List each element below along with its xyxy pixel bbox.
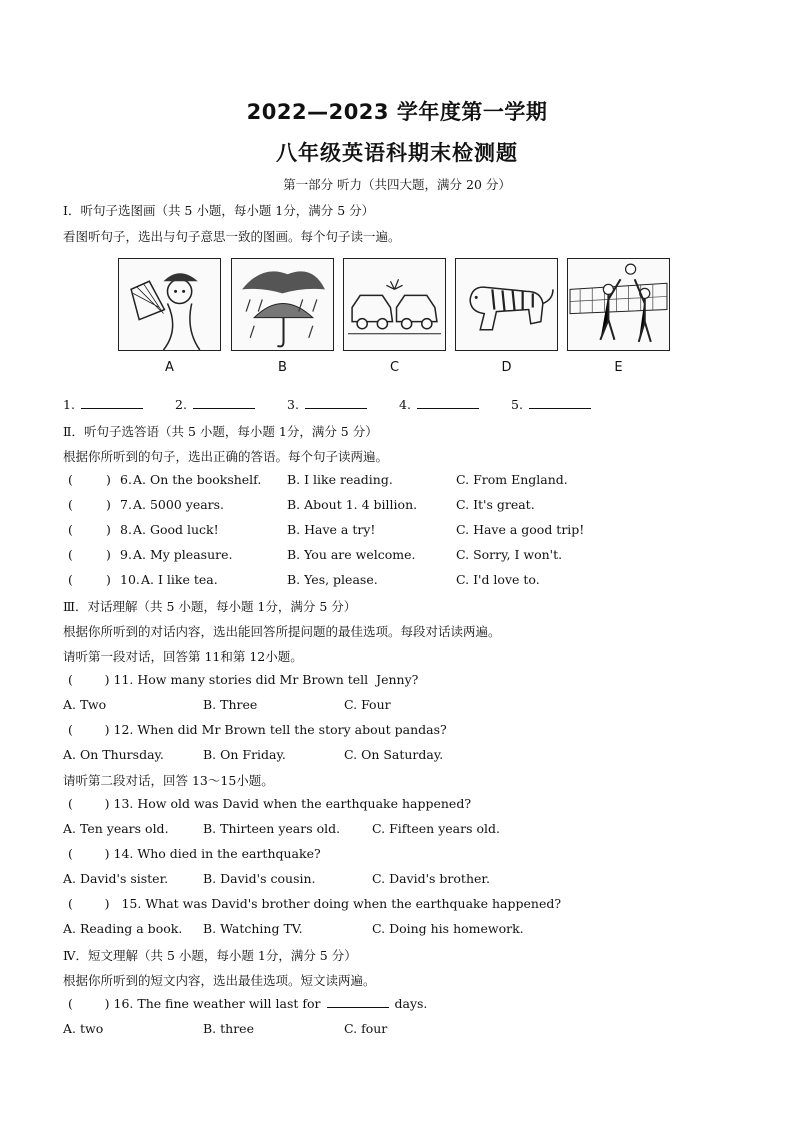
option-c: C. I'd love to. [456, 572, 540, 587]
question-stem-13[interactable]: ( ) 13. How old was David when the earthquake happened? [68, 796, 472, 811]
picture-label-e: E [614, 360, 623, 375]
fill-in-blank[interactable] [327, 996, 389, 1008]
answer-paren-close: ) [106, 472, 111, 487]
option-b: B. Have a try! [287, 522, 376, 537]
picture-label-b: B [278, 360, 287, 375]
car-crash-icon [343, 258, 446, 351]
option-c: C. four [344, 1021, 388, 1036]
answer-blank-5[interactable]: 5. [511, 397, 591, 412]
option-b: B. Thirteen years old. [203, 821, 341, 836]
option-b: B. three [203, 1021, 254, 1036]
option-c: C. Doing his homework. [372, 921, 524, 936]
option-b: B. Watching TV. [203, 921, 303, 936]
option-a: A. I like tea. [141, 572, 218, 587]
option-b: B. I like reading. [287, 472, 393, 487]
option-a: A. Two [63, 697, 107, 712]
question-stem-11[interactable]: ( ) 11. How many stories did Mr Brown tell Jenny? [68, 672, 419, 687]
question-row-16[interactable] [68, 996, 427, 1011]
section3-instruction: 根据你所听到的对话内容，选出能回答所提问题的最佳选项。每段对话读两遍。 [63, 624, 501, 639]
option-a: A. On the bookshelf. [133, 472, 262, 487]
volleyball-icon [567, 258, 670, 351]
question-stem-16-suffix: days. [394, 996, 428, 1011]
question-stem-12[interactable]: ( ) 12. When did Mr Brown tell the story about pandas? [68, 722, 447, 737]
option-b: B. David's cousin. [203, 871, 316, 886]
picture-row [118, 258, 678, 354]
question-number: 10. [120, 572, 140, 587]
dialog1-intro: 请听第一段对话，回答第 11和第 12小题。 [63, 649, 303, 664]
option-c: C. Fifteen years old. [372, 821, 500, 836]
umbrella-rain-icon [231, 258, 334, 351]
option-b: B. About 1. 4 billion. [287, 497, 418, 512]
option-b: B. Yes, please. [287, 572, 378, 587]
section3-heading: Ⅲ．对话理解（共 5 小题，每小题 1分，满分 5 分） [63, 599, 357, 614]
option-c: C. On Saturday. [344, 747, 444, 762]
section2-instruction: 根据你所听到的句子，选出正确的答语。每个句子读两遍。 [63, 449, 389, 464]
exam-title-subject: 八年级英语科期末检测题 [276, 141, 518, 165]
question-stem-15[interactable]: ( ) 15. What was David's brother doing when the earthquake happened? [68, 896, 562, 911]
option-a: A. David's sister. [63, 871, 169, 886]
answer-blank-1[interactable]: 1. [63, 397, 143, 412]
option-a: A. Ten years old. [63, 821, 169, 836]
answer-blank-4[interactable]: 4. [399, 397, 479, 412]
tiger-icon [455, 258, 558, 351]
section1-instruction: 看图听句子，选出与句子意思一致的图画。每个句子读一遍。 [63, 229, 401, 244]
answer-paren-close: ) [106, 572, 111, 587]
answer-paren-open[interactable]: ( [68, 572, 73, 587]
part-title: 第一部分 听力（共四大题，满分 20 分） [283, 177, 511, 192]
answer-blank-3[interactable]: 3. [287, 397, 367, 412]
option-b: B. On Friday. [203, 747, 286, 762]
question-number: 9. [120, 547, 132, 562]
question-number: 8. [120, 522, 132, 537]
question-stem-14[interactable]: ( ) 14. Who died in the earthquake? [68, 846, 321, 861]
option-a: A. Reading a book. [63, 921, 183, 936]
option-c: C. Four [344, 697, 391, 712]
answer-blank-2[interactable]: 2. [175, 397, 255, 412]
question-stem-16: ( ) 16. The fine weather will last for [68, 996, 321, 1011]
section4-instruction: 根据你所听到的短文内容，选出最佳选项。短文读两遍。 [63, 973, 376, 988]
option-c: C. Have a good trip! [456, 522, 585, 537]
option-a: A. My pleasure. [133, 547, 233, 562]
option-a: A. On Thursday. [63, 747, 164, 762]
dialog2-intro: 请听第二段对话，回答 13～15小题。 [63, 773, 274, 788]
answer-paren-open[interactable]: ( [68, 497, 73, 512]
woman-with-fan-icon [118, 258, 221, 351]
option-a: A. 5000 years. [133, 497, 225, 512]
section2-heading: Ⅱ．听句子选答语（共 5 小题，每小题 1分，满分 5 分） [63, 424, 378, 439]
section4-heading: Ⅳ．短文理解（共 5 小题，每小题 1分，满分 5 分） [63, 948, 357, 963]
question-number: 7. [120, 497, 132, 512]
option-c: C. It's great. [456, 497, 535, 512]
picture-label-c: C [389, 360, 400, 375]
option-a: A. Good luck! [133, 522, 219, 537]
answer-paren-close: ) [106, 522, 111, 537]
answer-paren-close: ) [106, 547, 111, 562]
option-c: C. David's brother. [372, 871, 490, 886]
answer-paren-close: ) [106, 497, 111, 512]
answer-paren-open[interactable]: ( [68, 547, 73, 562]
picture-label-a: A [165, 360, 174, 375]
option-b: B. You are welcome. [287, 547, 416, 562]
question-number: 6. [120, 472, 132, 487]
option-c: C. From England. [456, 472, 568, 487]
section1-heading: Ⅰ．听句子选图画（共 5 小题，每小题 1分，满分 5 分） [63, 203, 375, 218]
option-b: B. Three [203, 697, 258, 712]
option-a: A. two [63, 1021, 104, 1036]
picture-label-d: D [501, 360, 512, 375]
answer-paren-open[interactable]: ( [68, 472, 73, 487]
exam-title-year: 2022—2023 学年度第一学期 [246, 100, 548, 124]
option-c: C. Sorry, I won't. [456, 547, 563, 562]
answer-paren-open[interactable]: ( [68, 522, 73, 537]
